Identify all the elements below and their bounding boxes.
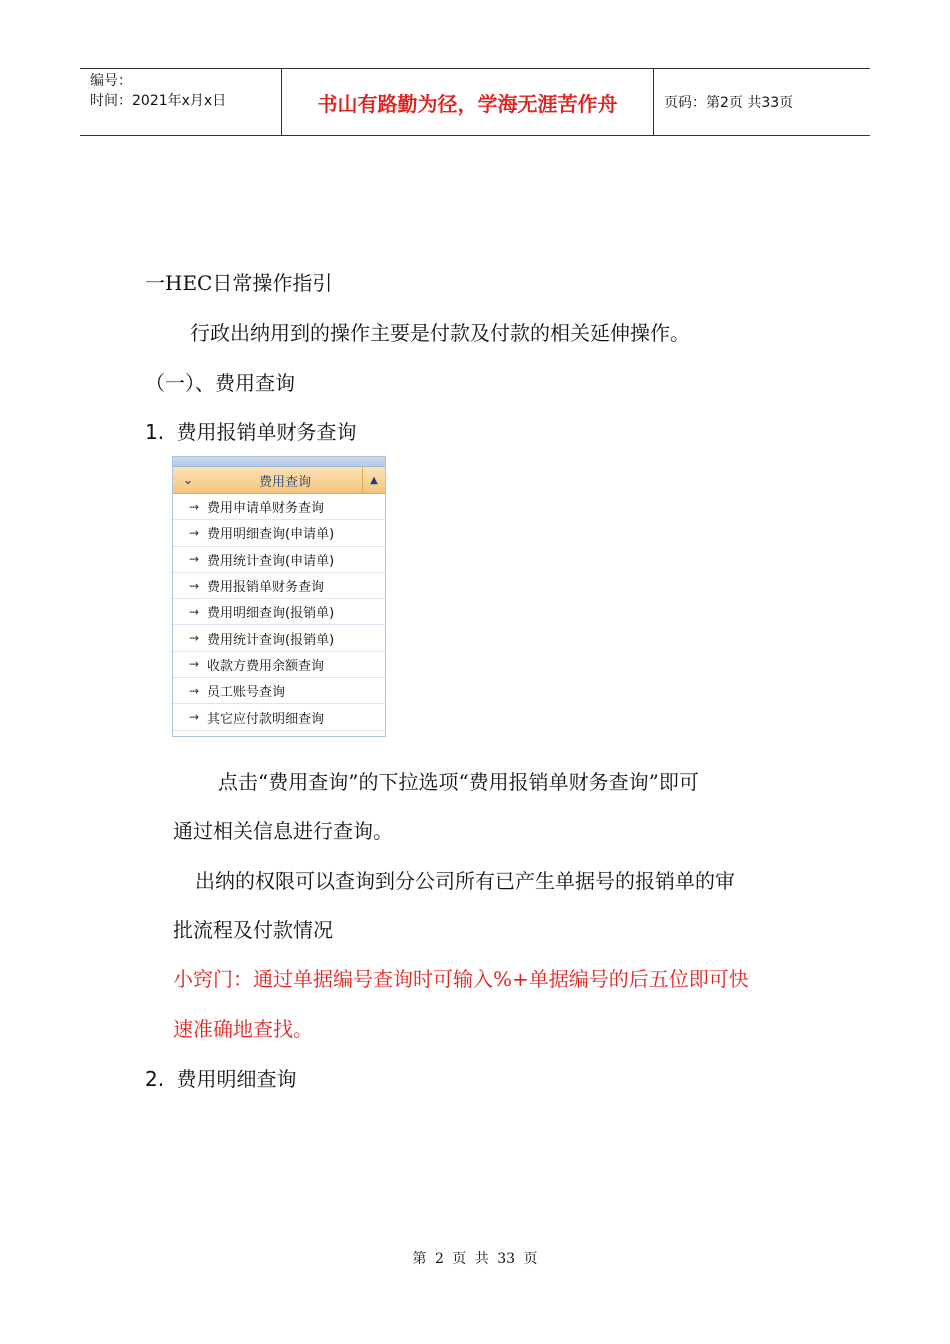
arrow-right-icon: → (189, 499, 200, 514)
menu-item-payee-balance-query[interactable] (173, 652, 385, 678)
menu-item-expense-stats-query-request[interactable] (173, 547, 385, 573)
arrow-right-icon: → (189, 710, 200, 725)
expense-query-menu (172, 456, 386, 737)
menu-item-label: 费用统计查询(报销单) (207, 632, 335, 648)
arrow-right-icon: → (189, 657, 200, 672)
chevron-down-icon: ⌄ (182, 472, 194, 488)
para2-line2: 批流程及付款情况 (173, 918, 333, 942)
menu-item-label: 收款方费用余额查询 (207, 658, 325, 674)
arrow-right-icon: → (189, 631, 200, 646)
item2-title: 费用明细查询 (176, 1067, 297, 1091)
arrow-right-icon: → (189, 552, 200, 567)
menu-item-label: 费用统计查询(申请单) (207, 553, 335, 569)
item1-number: 1. (145, 420, 165, 444)
number-label: 编号： (90, 73, 132, 89)
arrow-right-icon: → (189, 683, 200, 698)
para1-line1: 点击“费用查询”的下拉选项“费用报销单财务查询”即可 (218, 770, 699, 794)
subsection-title: （一）、费用查询 (145, 371, 295, 395)
header-page-info: 页码：第2页 共33页 (664, 95, 794, 111)
menu-item-other-payables-detail-query[interactable] (173, 704, 385, 730)
time-label: 时间：2021年x月x日 (90, 93, 227, 109)
menu-item-label: 员工账号查询 (207, 685, 286, 701)
page-header (80, 68, 870, 136)
item2-heading (145, 1066, 296, 1092)
intro-paragraph: 行政出纳用到的操作主要是付款及付款的相关延伸操作。 (190, 321, 690, 345)
item1-heading (145, 419, 356, 445)
menu-header[interactable] (173, 467, 385, 494)
header-motto: 书山有路勤为径，学海无涯苦作舟 (282, 69, 654, 135)
header-meta (80, 69, 282, 135)
page-footer: 第 2 页 共 33 页 (412, 1251, 538, 1267)
menu-header-title: 费用查询 (258, 474, 311, 490)
menu-item-label: 费用申请单财务查询 (207, 501, 325, 517)
menu-item-label: 费用报销单财务查询 (207, 580, 325, 596)
menu-top-strip (173, 457, 385, 467)
para1-line2: 通过相关信息进行查询。 (173, 819, 393, 843)
menu-item-employee-account-query[interactable] (173, 678, 385, 704)
menu-item-expense-detail-query-request[interactable] (173, 520, 385, 546)
section-title: 一HEC日常操作指引 (145, 271, 333, 295)
tip-line1: 小窍门：通过单据编号查询时可输入%+单据编号的后五位即可快 (173, 967, 749, 991)
menu-item-expense-request-finance-query[interactable] (173, 494, 385, 520)
item2-number: 2. (145, 1067, 165, 1091)
arrow-right-icon: → (189, 525, 200, 540)
menu-item-expense-detail-query-reimbursement[interactable] (173, 599, 385, 625)
menu-item-label: 费用明细查询(申请单) (207, 527, 335, 543)
collapse-up-icon[interactable]: ▲ (362, 467, 385, 493)
item1-title: 费用报销单财务查询 (176, 420, 357, 444)
arrow-right-icon: → (189, 604, 200, 619)
menu-item-label: 其它应付款明细查询 (207, 711, 325, 727)
menu-item-expense-reimbursement-finance-query[interactable] (173, 573, 385, 599)
para2-line1: 出纳的权限可以查询到分公司所有已产生单据号的报销单的审 (195, 869, 735, 893)
menu-item-label: 费用明细查询(报销单) (207, 606, 335, 622)
menu-item-expense-stats-query-reimbursement[interactable] (173, 625, 385, 651)
arrow-right-icon: → (189, 578, 200, 593)
tip-line2: 速准确地查找。 (173, 1017, 313, 1041)
